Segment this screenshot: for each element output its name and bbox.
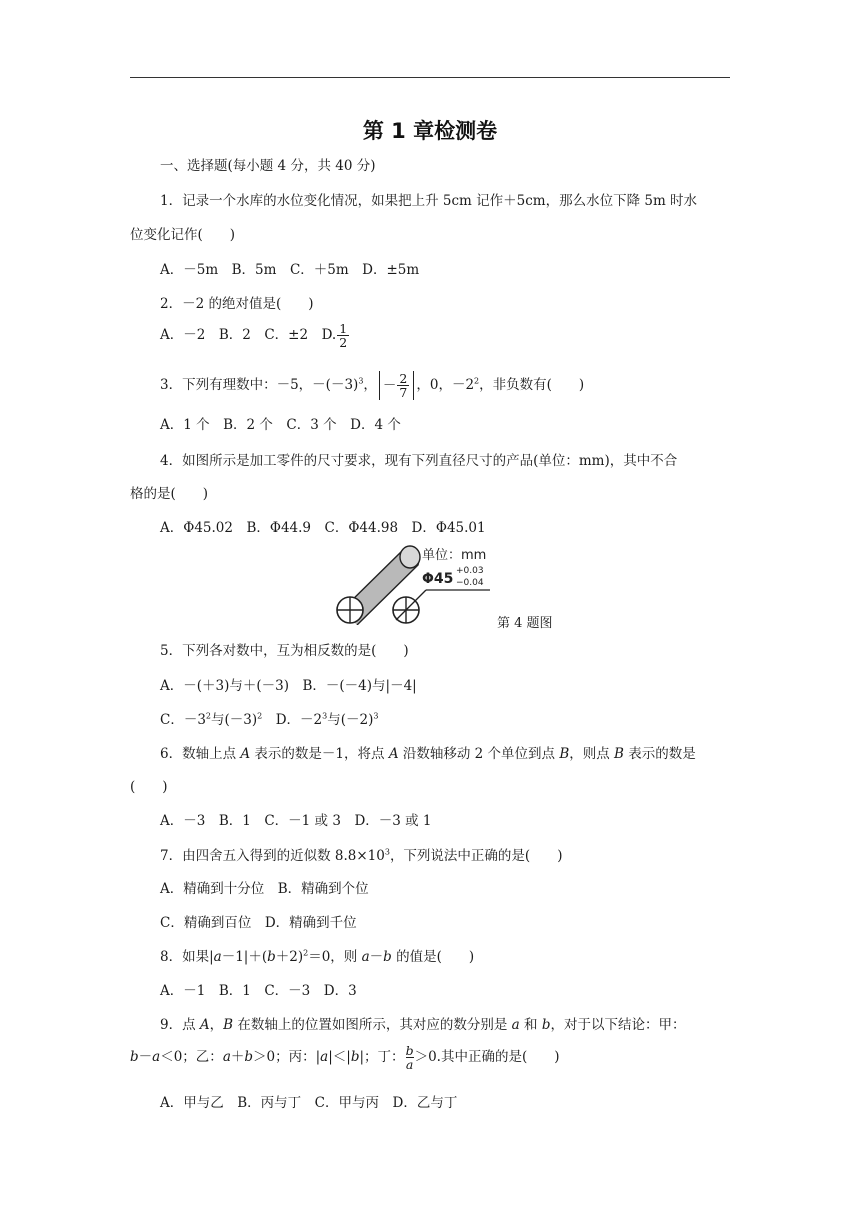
q7-t2: ，下列说法中正确的是( ) (389, 848, 563, 864)
q3-options: A．1 个 B．2 个 C．3 个 D．4 个 (160, 417, 401, 433)
q9-l2-t3: ＋ (230, 1049, 245, 1066)
q8-t1: 8．如果| (160, 949, 214, 965)
q5-d-2: 与(－2) (327, 712, 374, 728)
q6-var-b1: B (559, 746, 570, 762)
fig-dimension: Φ45 (422, 571, 454, 587)
q5-d-1: D．－2 (262, 712, 323, 728)
q8-var-b1: b (267, 949, 276, 965)
q9-l2-a: a (152, 1049, 161, 1066)
q6-t4: ，则点 (569, 746, 615, 762)
q2-stem: 2．－2 的绝对值是( ) (160, 296, 314, 312)
q9-var-A: A (199, 1017, 210, 1033)
q1-options: A．－5m B．5m C．＋5m D．±5m (160, 262, 420, 278)
q3-abs-sign: － (382, 377, 397, 394)
header-rule (130, 77, 730, 78)
q4-stem-cont: 格的是( ) (130, 486, 209, 502)
q7-exp: 3 (384, 847, 390, 857)
q8-options: A．－1 B．1 C．－3 D．3 (160, 983, 357, 999)
q9-var-B: B (223, 1017, 234, 1033)
q8-t5: － (369, 949, 384, 965)
q6-t5: 表示的数是 (623, 746, 696, 762)
q9-l2-t6: |；丁： (359, 1049, 405, 1066)
q7-t1: 7．由四舍五入得到的近似数 8.8×10 (160, 848, 385, 864)
q7-options-ab: A．精确到十分位 B．精确到个位 (160, 881, 369, 897)
q9-var-a: a (511, 1017, 520, 1033)
q6-t2: 表示的数是－1，将点 (250, 746, 389, 762)
q6-t3: 沿数轴移动 2 个单位到点 (398, 746, 560, 762)
q4-figure-caption: 第 4 题图 (497, 616, 553, 631)
q9-t1: 9．点 (160, 1017, 200, 1033)
q5-d-exp-1: 3 (322, 711, 328, 721)
q8-var-a1: a (213, 949, 222, 965)
q9-var-b: b (541, 1017, 551, 1033)
q9-fraction (406, 1044, 414, 1071)
q4-stem: 4．如图所示是加工零件的尺寸要求，现有下列直径尺寸的产品(单位：mm)，其中不合 (160, 453, 678, 469)
fig-lower-tolerance: −0.04 (456, 578, 484, 588)
q8-stem (160, 949, 474, 965)
q3-fraction (397, 372, 409, 399)
q6-options: A．－3 B．1 C．－1 或 3 D．－3 或 1 (160, 813, 432, 829)
q7-options-cd: C．精确到百位 D．精确到千位 (160, 915, 357, 931)
q4-options: A．Φ45.02 B．Φ44.9 C．Φ44.98 D．Φ45.01 (160, 520, 486, 536)
q5-c-1: C．－3 (160, 712, 206, 728)
q8-exp: 2 (303, 948, 309, 958)
q2-frac-num: 1 (339, 321, 348, 336)
q9-l2-a2: a (222, 1049, 231, 1066)
q9-l2-t7: ＞0.其中正确的是( ) (414, 1049, 560, 1066)
q5-options-cd (160, 712, 378, 728)
q9-l2-a3: a (320, 1049, 329, 1066)
q3-abs-expr (379, 371, 414, 400)
q6-var-a2: A (388, 746, 399, 762)
q6-stem (160, 746, 696, 762)
q8-t3: ＋2) (275, 949, 304, 965)
q8-var-b2: b (383, 949, 392, 965)
q9-stem-cont (130, 1044, 560, 1071)
q9-frac-num: b (405, 1043, 414, 1058)
page-title: 第 1 章检测卷 (362, 119, 498, 143)
q3-exp-1: 3 (358, 376, 364, 386)
q9-t4: ，对于以下结论：甲： (550, 1017, 686, 1033)
q3-frac-num: 2 (399, 371, 408, 386)
q9-l2-t2: ＜0；乙： (160, 1049, 223, 1066)
q8-var-a2: a (361, 949, 370, 965)
q2-options (160, 322, 350, 349)
q8-t2: －1|＋( (221, 949, 268, 965)
q6-t1: 6．数轴上点 (160, 746, 241, 762)
q9-options: A．甲与乙 B．丙与丁 C．甲与丙 D．乙与丁 (160, 1095, 458, 1111)
q6-var-b2: B (614, 746, 624, 762)
q9-l2-b3: b (350, 1049, 360, 1066)
q2-options-text: A．－2 B．2 C．±2 D. (160, 327, 337, 344)
section-heading: 一、选择题(每小题 4 分，共 40 分) (160, 158, 376, 174)
q9-comma: ， (209, 1017, 224, 1033)
q9-t2: 在数轴上的位置如图所示，其对应的数分别是 (233, 1017, 512, 1033)
q5-c-2: 与(－3) (211, 712, 258, 728)
q2-frac-den: 2 (339, 335, 348, 351)
q6-var-a1: A (240, 746, 251, 762)
q9-l2-b: b (130, 1049, 139, 1066)
q8-t4: ＝0，则 (308, 949, 362, 965)
fig-upper-tolerance: +0.03 (456, 566, 484, 576)
q3-exp-2: 2 (474, 376, 480, 386)
q3-text-3: ，非负数有( ) (479, 377, 585, 394)
q5-stem: 5．下列各对数中，互为相反数的是( ) (160, 643, 409, 659)
q3-text-1: 3．下列有理数中：－5，－(－3) (160, 377, 359, 394)
q1-stem: 1．记录一个水库的水位变化情况，如果把上升 5cm 记作＋5cm，那么水位下降 5m 时水 (160, 193, 698, 209)
q3-stem (160, 371, 584, 400)
q8-t6: 的值是( ) (391, 949, 475, 965)
q9-stem (160, 1017, 685, 1033)
q5-d-exp-2: 3 (373, 711, 379, 721)
q9-l2-b2: b (244, 1049, 254, 1066)
q3-text-2: ，0，－2 (416, 377, 475, 394)
q1-stem-cont: 位变化记作( ) (130, 227, 236, 243)
q6-stem-cont: ( ) (130, 779, 168, 795)
q9-frac-den: a (405, 1057, 414, 1073)
q2-fraction (337, 322, 349, 349)
q3-sep: ， (363, 377, 377, 394)
q7-stem (160, 848, 562, 864)
fig-unit-label: 单位：mm (422, 548, 487, 563)
q5-options-ab: A．－(＋3)与＋(－3) B．－(－4)与|－4| (160, 678, 417, 694)
q5-c-exp-1: 2 (205, 711, 212, 721)
q9-l2-t1: － (138, 1049, 153, 1066)
q3-frac-den: 7 (399, 385, 408, 401)
q9-t3: 和 (519, 1017, 542, 1033)
q9-l2-t5: |＜| (328, 1049, 351, 1066)
cylinder-top-end (400, 546, 420, 568)
q5-c-exp-2: 2 (257, 711, 263, 721)
q9-l2-t4: ＞0；丙：| (253, 1049, 321, 1066)
